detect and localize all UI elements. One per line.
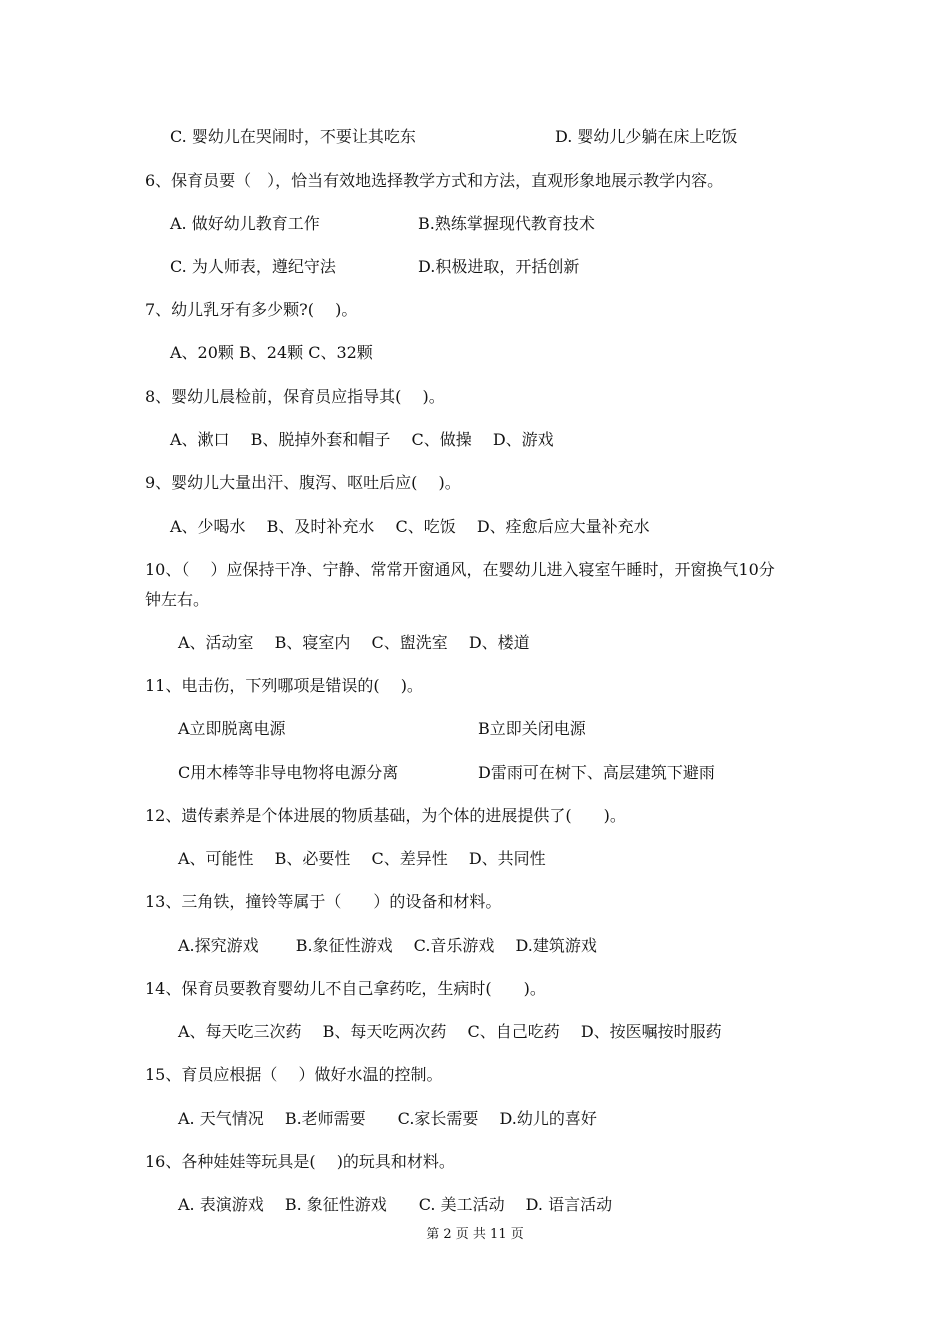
answer-option-line: D.积极进取，开括创新 xyxy=(418,257,580,276)
answer-option-line: A、少喝水 B、及时补充水 C、吃饭 D、痊愈后应大量补充水 xyxy=(170,517,650,536)
question-line: 14、保育员要教育婴幼儿不自己拿药吃，生病时( )。 xyxy=(145,979,546,998)
question-line: 钟左右。 xyxy=(145,590,210,609)
question-line: 6、保育员要（ ），恰当有效地选择教学方式和方法，直观形象地展示教学内容。 xyxy=(145,171,724,190)
answer-option-line: A立即脱离电源 xyxy=(178,719,286,738)
answer-option-line: A、漱口 B、脱掉外套和帽子 C、做操 D、游戏 xyxy=(170,430,554,449)
answer-option-line: A. 做好幼儿教育工作 xyxy=(170,214,320,233)
answer-option-line: C. 婴幼儿在哭闹时，不要让其吃东 xyxy=(170,127,416,146)
answer-option-line: A.探究游戏 B.象征性游戏 C.音乐游戏 D.建筑游戏 xyxy=(178,936,597,955)
question-line: 9、婴幼儿大量出汗、腹泻、呕吐后应( )。 xyxy=(145,473,461,492)
question-line: 10、（ ）应保持干净、宁静、常常开窗通风，在婴幼儿进入寝室午睡时，开窗换气10分 xyxy=(145,560,775,579)
answer-option-line: A、20颗 B、24颗 C、32颗 xyxy=(170,343,373,362)
question-line: 11、电击伤，下列哪项是错误的( )。 xyxy=(145,676,423,695)
page-footer: 第 2 页 共 11 页 xyxy=(426,1227,524,1242)
answer-option-line: A、每天吃三次药 B、每天吃两次药 C、自己吃药 D、按医嘱按时服药 xyxy=(178,1022,722,1041)
answer-option-line: A. 天气情况 B.老师需要 C.家长需要 D.幼儿的喜好 xyxy=(178,1109,597,1128)
question-line: 12、遗传素养是个体进展的物质基础，为个体的进展提供了( )。 xyxy=(145,806,626,825)
answer-option-line: B.熟练掌握现代教育技术 xyxy=(418,214,595,233)
question-line: 16、各种娃娃等玩具是( )的玩具和材料。 xyxy=(145,1152,455,1171)
question-line: 15、育员应根据（ ）做好水温的控制。 xyxy=(145,1065,443,1084)
answer-option-line: A、活动室 B、寝室内 C、盥洗室 D、楼道 xyxy=(178,633,530,652)
answer-option-line: A. 表演游戏 B. 象征性游戏 C. 美工活动 D. 语言活动 xyxy=(178,1195,613,1214)
answer-option-line: C用木棒等非导电物将电源分离 xyxy=(178,763,399,782)
answer-option-line: C. 为人师表，遵纪守法 xyxy=(170,257,336,276)
question-line: 7、幼儿乳牙有多少颗?( )。 xyxy=(145,300,358,319)
answer-option-line: B立即关闭电源 xyxy=(478,719,586,738)
answer-option-line: D雷雨可在树下、高层建筑下避雨 xyxy=(478,763,715,782)
answer-option-line: D. 婴幼儿少躺在床上吃饭 xyxy=(555,127,738,146)
answer-option-line: A、可能性 B、必要性 C、差异性 D、共同性 xyxy=(178,849,546,868)
question-line: 8、婴幼儿晨检前，保育员应指导其( )。 xyxy=(145,387,445,406)
question-line: 13、三角铁，撞铃等属于（ ）的设备和材料。 xyxy=(145,892,502,911)
